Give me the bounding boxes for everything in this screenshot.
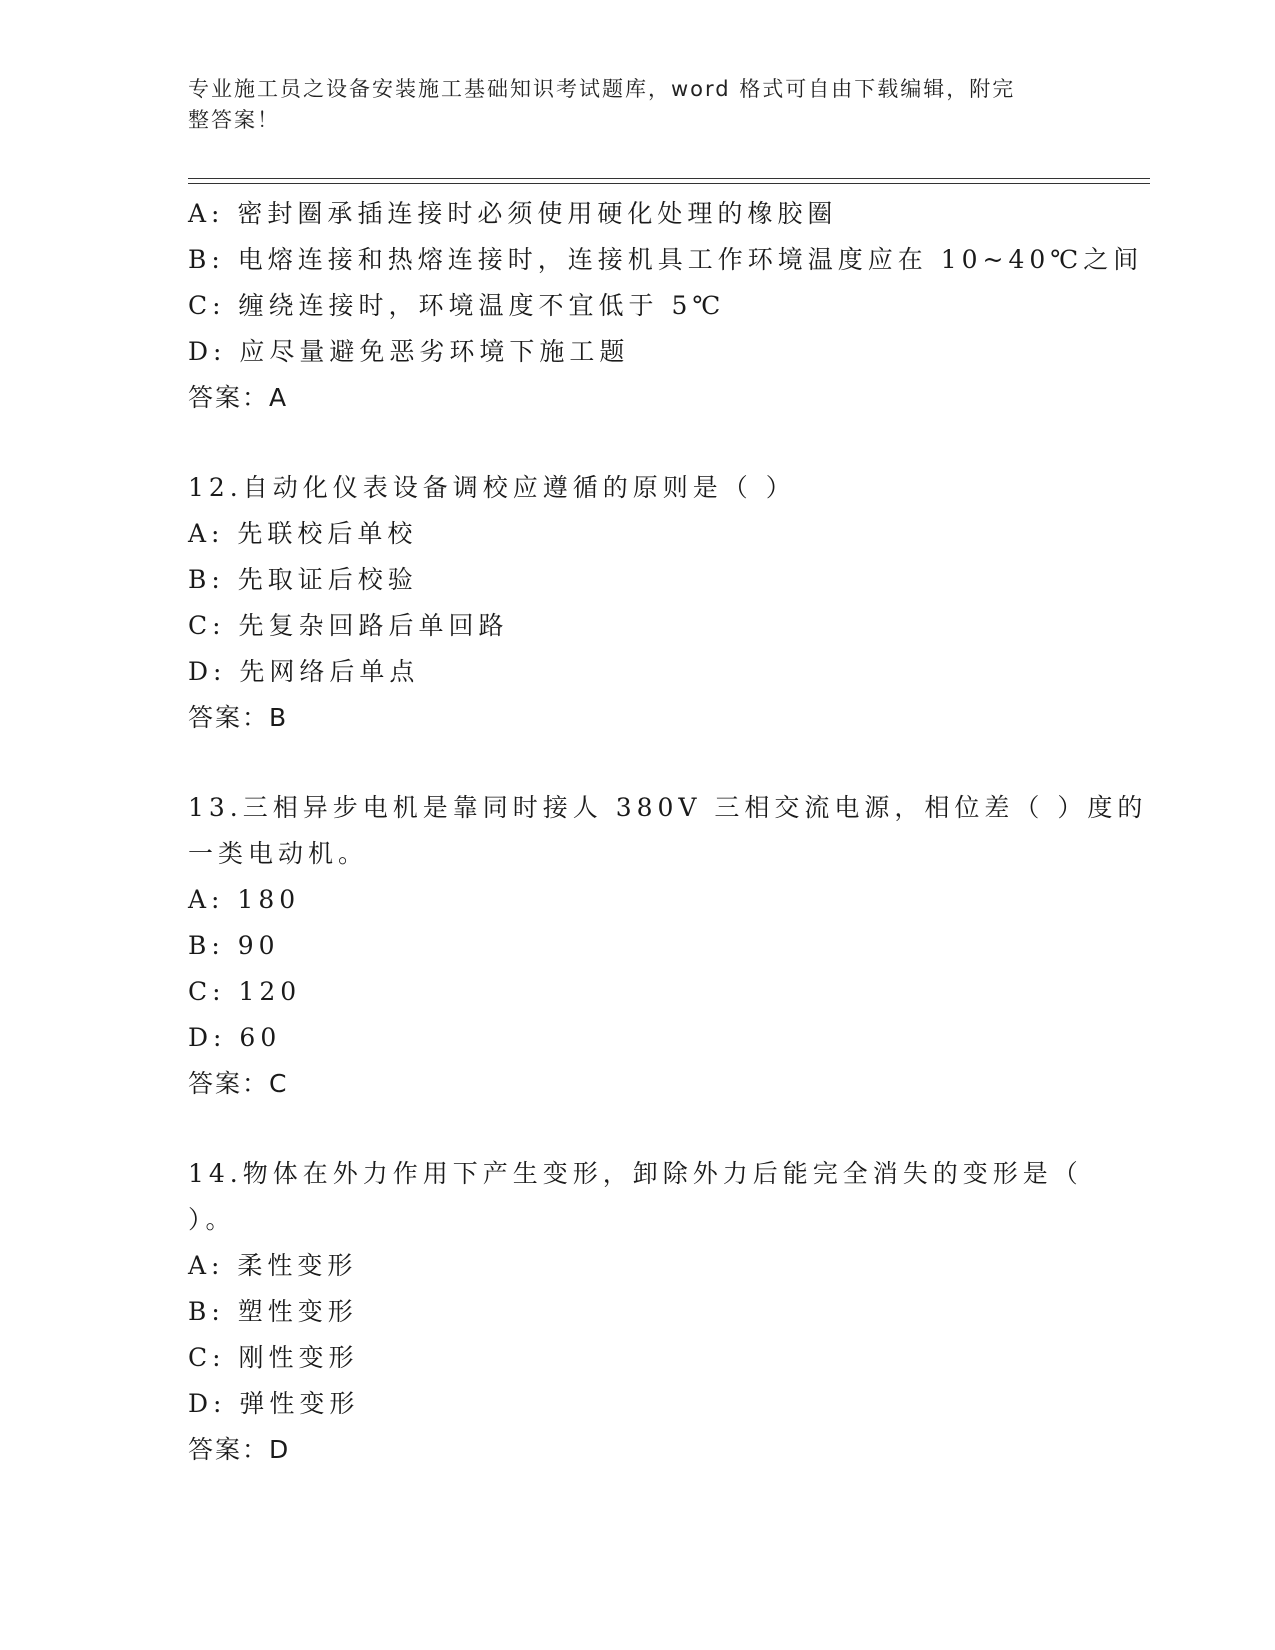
- question-stem-line-1: 13.三相异步电机是靠同时接人 380V 三相交流电源，相位差（ ）度的: [188, 793, 1148, 822]
- answer: 答案：A: [188, 383, 289, 412]
- question-stem-line-1: 14.物体在外力作用下产生变形，卸除外力后能完全消失的变形是（: [188, 1159, 1083, 1188]
- option-c: C: 120: [188, 977, 302, 1006]
- option-c: C: 缠绕连接时，环境温度不宜低于 5℃: [188, 291, 726, 320]
- option-d: D: 弹性变形: [188, 1389, 360, 1418]
- header-line-1: 专业施工员之设备安装施工基础知识考试题库，word 格式可自由下载编辑，附完: [188, 77, 1016, 101]
- option-d: D: 应尽量避免恶劣环境下施工题: [188, 337, 630, 366]
- header-divider-top: [188, 178, 1150, 179]
- answer: 答案：C: [188, 1069, 289, 1098]
- question-11: [188, 191, 1144, 421]
- option-a: A: 柔性变形: [188, 1251, 358, 1280]
- option-b: B: 90: [188, 931, 280, 960]
- question-stem: 12.自动化仪表设备调校应遵循的原则是（ ）: [188, 473, 796, 502]
- header-divider-bottom: [188, 183, 1150, 184]
- answer: 答案：B: [188, 703, 289, 732]
- option-a: A: 180: [188, 885, 301, 914]
- option-b: B: 塑性变形: [188, 1297, 358, 1326]
- option-b: B: 先取证后校验: [188, 565, 418, 594]
- option-c: C: 先复杂回路后单回路: [188, 611, 509, 640]
- header-line-2: 整答案！: [188, 108, 280, 132]
- question-12: [188, 465, 1088, 741]
- question-stem-line-2: 一类电动机。: [188, 839, 369, 868]
- option-a: A: 密封圈承插连接时必须使用硬化处理的橡胶圈: [188, 199, 838, 228]
- question-list: [188, 191, 1148, 1473]
- option-d: D: 60: [188, 1023, 282, 1052]
- question-13: [188, 785, 1148, 1107]
- question-stem-line-2: ）。: [188, 1205, 236, 1234]
- option-d: D: 先网络后单点: [188, 657, 420, 686]
- option-a: A: 先联校后单校: [188, 519, 418, 548]
- document-header: [188, 74, 1068, 136]
- answer: 答案：D: [188, 1435, 291, 1464]
- option-b: B: 电熔连接和热熔连接时，连接机具工作环境温度应在 10~40℃之间: [188, 245, 1144, 274]
- question-14: [188, 1151, 1088, 1473]
- option-c: C: 刚性变形: [188, 1343, 359, 1372]
